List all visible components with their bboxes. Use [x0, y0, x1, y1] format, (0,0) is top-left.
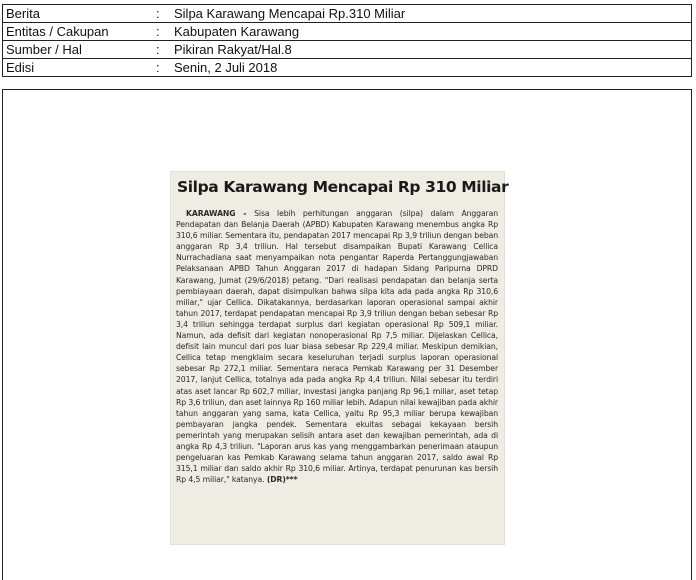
meta-colon: :: [156, 6, 160, 21]
meta-colon: :: [156, 60, 160, 75]
meta-value-text: Kabupaten Karawang: [174, 24, 300, 39]
clipping-body-text: Sisa lebih perhitungan anggaran (silpa) dalam Anggaran Pendapatan dan Belanja Daerah (APBD) Kabupaten Karawang menembus angka Rp 310,6 miliar. Sementara itu, pendapatan 2017 mencapai Rp 3,9 triliun dengan beban anggaran Rp 3,4 triliun. Hal tersebut disampaikan Bupati Karawang Cellica Nurrachadiana saat menyampaikan nota pengantar Raperda Pertanggungjawaban Pelaksanaan APBD Tahun Anggaran 2017 di hadapan Sidang Paripurna DPRD Karawang, Jumat (29/6/2018) petang. "Dari realisasi pendapatan dan belanja serta pembiayaan daerah, dapat disimpulkan bahwa silpa kita ada pada angka Rp 310,6 miliar," ujar Cellica. Dikatakannya, berdasarkan laporan operasional sampai akhir tahun 2017, terdapat pendapatan mencapai Rp 3,9 triliun dengan beban sebesar Rp 3,4 triliun sehingga terdapat surplus dari kegiatan operasional Rp 509,1 miliar. Namun, ada defisit dari kegiatan nonoperasional Rp 7,5 miliar. Dijelaskan Cellica, defisit lain muncul dari pos luar biasa sebesar Rp 229,4 miliar. Meskipun demikian, Cellica tetap mengklaim secara keseluruhan terjadi surplus laporan operasional sebesar Rp 272,1 miliar. Sementara neraca Pemkab Karawang per 31 Desember 2017, lanjut Cellica, totalnya ada pada angka Rp 4,4 triliun. Nilai sebesar itu terdiri atas aset lancar Rp 602,7 miliar, investasi jangka panjang Rp 96,1 miliar, aset tetap Rp 3,6 triliun, dan aset lainnya Rp 160 miliar lebih. Adapun nilai kewajiban pada akhir tahun anggaran yang sama, kata Cellica, yaitu Rp 95,3 miliar berupa kewajiban pembayaran jangka pendek. Sementara ekuitas sebagai kekayaan bersih pemerintah yang merupakan selisih antara aset dan kewajiban pemerintah, ada di angka Rp 4,3 triliun. "Laporan arus kas yang menggambarkan penerimaan ataupun pengeluaran kas Pemkab Karawang selama tahun anggaran 2017, saldo awal Rp 315,1 miliar dan saldo akhir Rp 310,6 miliar. Artinya, terdapat penurunan kas bersih Rp 4,5 miliar," katanya.: [176, 209, 499, 485]
meta-key-entitas: Entitas / Cakupan: [3, 23, 148, 41]
meta-colon: :: [156, 24, 160, 39]
meta-value-entitas: [147, 23, 692, 41]
newspaper-clipping: [171, 172, 509, 544]
meta-value-edisi: [147, 59, 692, 77]
clipping-location: KARAWANG: [186, 209, 236, 218]
meta-row-berita: [3, 5, 692, 23]
meta-key-edisi: Edisi: [3, 59, 148, 77]
meta-value-text: Senin, 2 Juli 2018: [174, 60, 278, 75]
meta-row-edisi: [3, 59, 692, 77]
metadata-table: [2, 4, 692, 77]
meta-value-text: Silpa Karawang Mencapai Rp.310 Miliar: [174, 6, 406, 21]
meta-key-berita: Berita: [3, 5, 148, 23]
clipping-body: [176, 208, 498, 485]
meta-row-sumber: [3, 41, 692, 59]
clipping-headline: Silpa Karawang Mencapai Rp 310 Miliar: [177, 178, 509, 196]
meta-value-sumber: [147, 41, 692, 59]
meta-colon: :: [156, 42, 160, 57]
meta-value-text: Pikiran Rakyat/Hal.8: [174, 42, 292, 57]
clipping-signature: (DR)***: [266, 475, 298, 485]
meta-row-entitas: [3, 23, 692, 41]
meta-key-sumber: Sumber / Hal: [3, 41, 148, 59]
meta-value-berita: [147, 5, 692, 23]
clipping-dash: -: [235, 209, 255, 218]
